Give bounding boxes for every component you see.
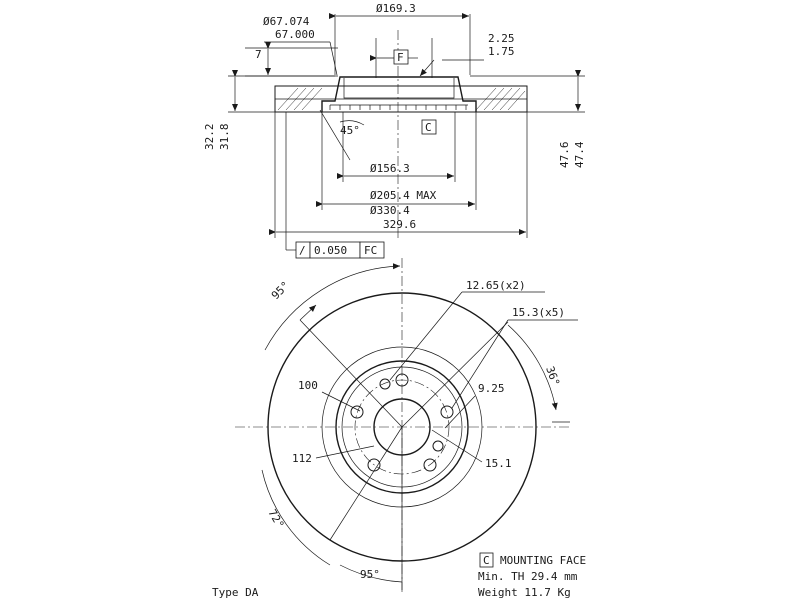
dim-center-bore-lower: 67.000 xyxy=(275,28,315,41)
dim-hat-lower: 1.75 xyxy=(488,45,515,58)
runout-datum-ref: FC xyxy=(364,244,378,257)
datum-c-label: C xyxy=(425,121,432,134)
weight: Weight 11.7 Kg xyxy=(478,586,571,599)
dim-thickness-lower: 47.4 xyxy=(573,141,586,168)
dim-112: 112 xyxy=(292,452,312,465)
angle-36: 36° xyxy=(543,364,563,388)
callout-locating-holes: 12.65(x2) xyxy=(466,279,526,292)
locating-hole xyxy=(380,379,390,389)
dim-thickness-upper: 47.6 xyxy=(558,141,571,168)
dim-15-1: 15.1 xyxy=(485,457,512,470)
type-label: Type DA xyxy=(212,586,259,599)
runout-tolerance-frame xyxy=(286,112,384,258)
dim-dia-330-upper: Ø330.4 xyxy=(370,204,410,217)
dim-offset: 7 xyxy=(255,48,262,61)
locating-hole xyxy=(433,441,443,451)
dim-dia-330-lower: 329.6 xyxy=(383,218,417,231)
cross-section-view xyxy=(203,2,586,258)
locating-holes xyxy=(380,379,443,451)
dim-dia-205: Ø205.4 MAX xyxy=(370,189,437,202)
dim-hat-upper: 2.25 xyxy=(488,32,515,45)
dim-height-lower: 31.8 xyxy=(218,123,231,150)
callout-bolt-holes: 15.3(x5) xyxy=(512,306,565,319)
dim-100: 100 xyxy=(298,379,318,392)
dim-height-upper: 32.2 xyxy=(203,123,216,150)
mounting-face-label: MOUNTING FACE xyxy=(500,554,587,567)
mounting-face-datum: C xyxy=(483,554,490,567)
dim-dia-156: Ø156.3 xyxy=(370,162,410,175)
runout-value: 0.050 xyxy=(314,244,348,257)
notes-block xyxy=(212,553,586,599)
angle-95-top: 95° xyxy=(268,278,293,303)
dim-9-25: 9.25 xyxy=(478,382,505,395)
bolt-hole xyxy=(441,406,453,418)
angle-45: 45° xyxy=(340,124,360,137)
runout-symbol: / xyxy=(299,244,306,257)
min-thickness: Min. TH 29.4 mm xyxy=(478,570,578,583)
angle-95-bottom: 95° xyxy=(360,568,380,581)
dim-center-bore-upper: Ø67.074 xyxy=(263,15,310,28)
datum-f-label: F xyxy=(397,51,404,64)
angle-72: 72° xyxy=(265,507,287,531)
bolt-hole xyxy=(351,406,363,418)
dim-dia-169: Ø169.3 xyxy=(376,2,416,15)
front-view xyxy=(235,258,578,592)
